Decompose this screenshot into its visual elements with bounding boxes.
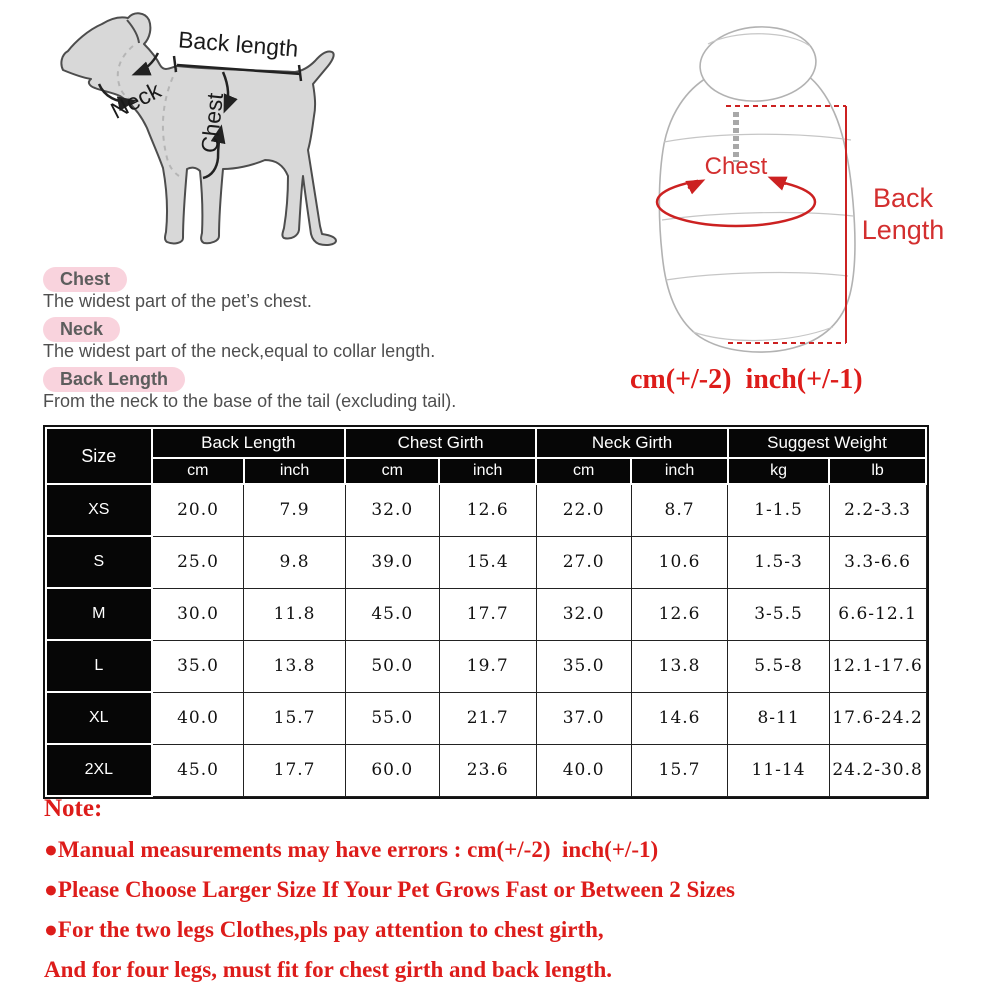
vest-diagram — [648, 22, 948, 357]
data-cell: 17.7 — [439, 588, 536, 640]
data-cell: 27.0 — [536, 536, 631, 588]
data-cell: 21.7 — [439, 692, 536, 744]
data-cell: 32.0 — [536, 588, 631, 640]
data-cell: 35.0 — [536, 640, 631, 692]
unit-header: kg — [728, 458, 829, 484]
unit-header: cm — [345, 458, 439, 484]
size-table-wrapper — [43, 425, 929, 799]
notes-title: Note: — [44, 795, 103, 822]
data-cell: 15.4 — [439, 536, 536, 588]
definition-term-back-length — [43, 367, 185, 392]
data-cell: 23.6 — [439, 744, 536, 796]
note-item: ●For the two legs Clothes,pls pay attention to chest girth, — [44, 917, 604, 942]
dog-measurement-diagram — [55, 8, 347, 264]
data-cell: 1.5-3 — [728, 536, 829, 588]
unit-header: inch — [244, 458, 345, 484]
data-cell: 8-11 — [728, 692, 829, 744]
data-cell: 32.0 — [345, 484, 439, 536]
data-cell: 35.0 — [152, 640, 244, 692]
data-cell: 40.0 — [152, 692, 244, 744]
note-item: And for four legs, must fit for chest girth and back length. — [44, 957, 612, 982]
data-cell: 17.7 — [244, 744, 345, 796]
table-row — [46, 484, 926, 536]
data-cell: 40.0 — [536, 744, 631, 796]
data-cell: 20.0 — [152, 484, 244, 536]
unit-header: inch — [439, 458, 536, 484]
data-cell: 60.0 — [345, 744, 439, 796]
size-cell: S — [46, 536, 152, 588]
data-cell: 9.8 — [244, 536, 345, 588]
data-cell: 24.2-30.8 — [829, 744, 926, 796]
data-cell: 55.0 — [345, 692, 439, 744]
size-cell: XL — [46, 692, 152, 744]
data-cell: 11-14 — [728, 744, 829, 796]
unit-header: cm — [536, 458, 631, 484]
size-cell: 2XL — [46, 744, 152, 796]
data-cell: 37.0 — [536, 692, 631, 744]
table-row — [46, 588, 926, 640]
definition-term-chest — [43, 267, 127, 292]
data-cell: 45.0 — [152, 744, 244, 796]
data-cell: 2.2-3.3 — [829, 484, 926, 536]
suggest-weight-group-header: Suggest Weight — [728, 428, 926, 458]
data-cell: 39.0 — [345, 536, 439, 588]
data-cell: 22.0 — [536, 484, 631, 536]
data-cell: 17.6-24.2 — [829, 692, 926, 744]
data-cell: 3.3-6.6 — [829, 536, 926, 588]
back-length-group-header: Back Length — [152, 428, 346, 458]
data-cell: 15.7 — [631, 744, 728, 796]
data-cell: 10.6 — [631, 536, 728, 588]
data-cell: 25.0 — [152, 536, 244, 588]
data-cell: 13.8 — [244, 640, 345, 692]
dog-back-length-label: Back length — [177, 26, 300, 62]
data-cell: 50.0 — [345, 640, 439, 692]
chest-girth-group-header: Chest Girth — [345, 428, 536, 458]
table-row — [46, 744, 926, 796]
neck-girth-group-header: Neck Girth — [536, 428, 728, 458]
vest-back-length-label: Back — [872, 183, 934, 213]
data-cell: 12.1-17.6 — [829, 640, 926, 692]
definition-term-neck — [43, 317, 120, 342]
tolerance-note: cm(+/-2) inch(+/-1) — [630, 364, 863, 395]
data-cell: 8.7 — [631, 484, 728, 536]
data-cell: 7.9 — [244, 484, 345, 536]
data-cell: 45.0 — [345, 588, 439, 640]
data-cell: 6.6-12.1 — [829, 588, 926, 640]
note-item: ●Please Choose Larger Size If Your Pet Grows Fast or Between 2 Sizes — [44, 877, 735, 902]
size-column-header: Size — [46, 428, 152, 484]
unit-header: cm — [152, 458, 244, 484]
table-row — [46, 640, 926, 692]
definition-desc-back-length: From the neck to the base of the tail (excluding tail). — [43, 391, 457, 411]
data-cell: 11.8 — [244, 588, 345, 640]
note-item: ●Manual measurements may have errors : cm(+/-2) inch(+/-1) — [44, 837, 659, 862]
table-row — [46, 536, 926, 588]
size-cell: L — [46, 640, 152, 692]
data-cell: 14.6 — [631, 692, 728, 744]
data-cell: 5.5-8 — [728, 640, 829, 692]
table-row — [46, 692, 926, 744]
data-cell: 12.6 — [631, 588, 728, 640]
data-cell: 3-5.5 — [728, 588, 829, 640]
size-table — [45, 427, 927, 797]
definition-desc-chest: The widest part of the pet’s chest. — [43, 291, 312, 311]
data-cell: 30.0 — [152, 588, 244, 640]
dog-chest-label: Chest — [195, 91, 229, 155]
unit-header: lb — [829, 458, 926, 484]
vest-outline — [659, 71, 855, 352]
data-cell: 15.7 — [244, 692, 345, 744]
data-cell: 19.7 — [439, 640, 536, 692]
vest-back-length-label: Length — [861, 215, 945, 245]
data-cell: 1-1.5 — [728, 484, 829, 536]
chest-badge: Chest — [43, 267, 127, 292]
size-cell: XS — [46, 484, 152, 536]
back-length-badge: Back Length — [43, 367, 185, 392]
data-cell: 13.8 — [631, 640, 728, 692]
data-cell: 12.6 — [439, 484, 536, 536]
neck-badge: Neck — [43, 317, 120, 342]
unit-header: inch — [631, 458, 728, 484]
definition-desc-neck: The widest part of the neck,equal to collar length. — [43, 341, 436, 361]
size-cell: M — [46, 588, 152, 640]
dog-neck-label: Neck — [106, 76, 165, 124]
vest-chest-label: Chest — [704, 153, 768, 180]
